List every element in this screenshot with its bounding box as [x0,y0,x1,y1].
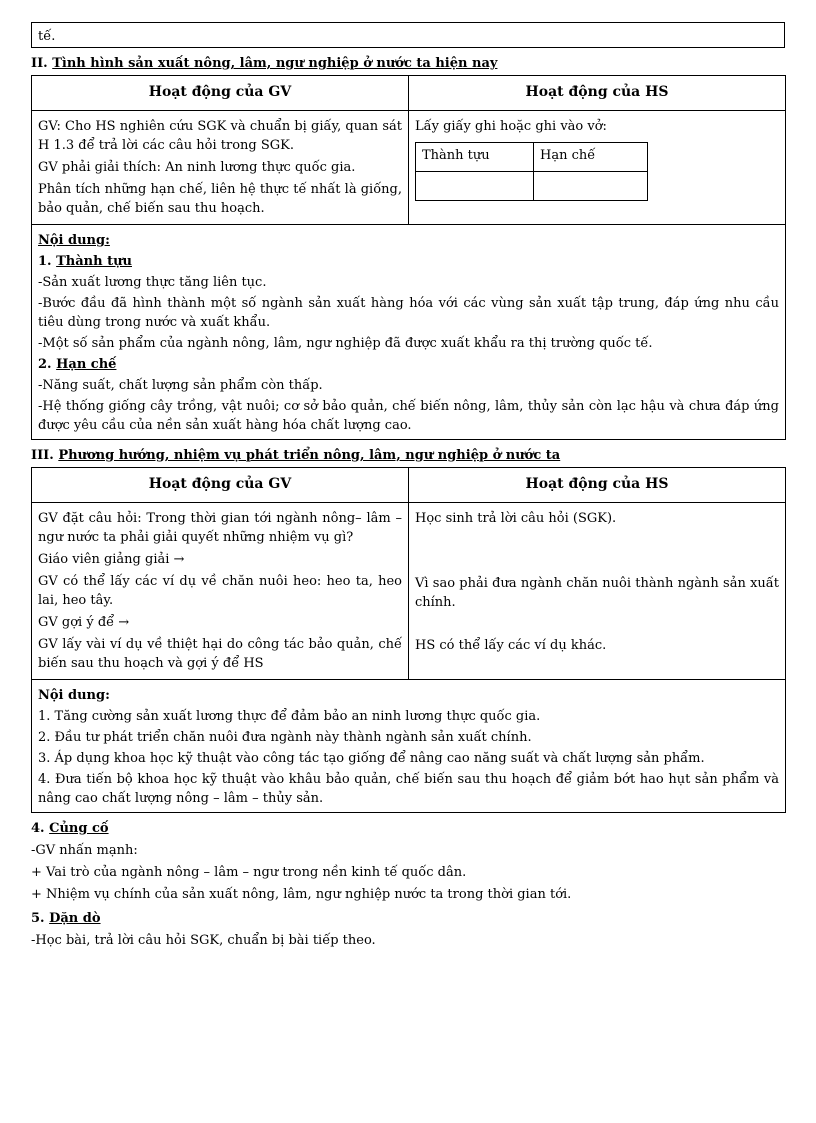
section-3-title-text: Phương hướng, nhiệm vụ phát triển nông, lâm, ngư nghiệp ở nước ta [58,448,561,463]
gv-activity-line: GV có thể lấy các ví dụ về chăn nuôi heo: heo ta, heo lai, heo tây. [38,574,402,608]
gv-activity-cell [32,503,409,680]
gv-activity-header: Hoạt động của GV [32,468,409,503]
content-line: 1. Tăng cường sản xuất lương thực để đảm bảo an ninh lương thực quốc gia. [38,709,541,724]
section-2-title [31,56,785,72]
content-line: 4. Đưa tiến bộ khoa học kỹ thuật vào khâu bảo quản, chế biến sau thu hoạch để giảm bớt hao hụt sản phẩm và nâng cao chất lượng nông – lâm – thủy sản. [38,772,779,806]
achievements-blank-cell [416,172,534,201]
gv-activity-line: GV phải giải thích: An ninh lương thực quốc gia. [38,160,356,175]
hs-activity-cell [409,111,786,225]
content-line: -Sản xuất lương thực tăng liên tục. [38,275,267,290]
limitations-heading [38,355,779,374]
document-page [31,22,785,951]
hs-activity-line: Lấy giấy ghi hoặc ghi vào vở: [415,119,607,134]
content-heading: Nội dung: [38,688,110,703]
consolidation-title: Củng cố [49,821,109,836]
homework-title: Dặn dò [49,911,101,926]
gv-activity-line: GV gợi ý để → [38,615,130,630]
content-line: -Bước đầu đã hình thành một số ngành sản xuất hàng hóa với các vùng sản xuất tập trung, đáp ứng nhu cầu tiêu dùng trong nước và xuất khẩu. [38,296,779,330]
consolidation-line: + Vai trò của ngành nông – lâm – ngư trong nền kinh tế quốc dân. [31,865,467,880]
limitations-number: 2. [38,357,52,372]
gv-activity-line: GV: Cho HS nghiên cứu SGK và chuẩn bị giấy, quan sát H 1.3 để trả lời các câu hỏi trong SGK. [38,119,402,153]
hs-activity-line: Vì sao phải đưa ngành chăn nuôi thành ngành sản xuất chính. [415,576,779,610]
homework-heading [31,909,785,929]
gv-activity-line: GV lấy vài ví dụ về thiệt hại do công tác bảo quản, chế biến sau thu hoạch và gợi ý để HS [38,637,402,671]
homework-section [31,909,785,951]
content-line: -Hệ thống giống cây trồng, vật nuôi; cơ sở bảo quản, chế biến nông, lâm, thủy sản còn lạc hậu và chưa đáp ứng được yêu cầu của nền sản xuất hàng hóa chất lượng cao. [38,399,779,433]
hs-activity-header: Hoạt động của HS [409,76,786,111]
limitations-title: Hạn chế [56,357,117,372]
content-line: 2. Đầu tư phát triển chăn nuôi đưa ngành này thành ngành sản xuất chính. [38,730,532,745]
consolidation-heading [31,819,785,839]
content-heading: Nội dung: [38,233,110,248]
limitations-blank-cell [534,172,648,201]
hs-spacer [415,528,779,574]
gv-activity-line: Giáo viên giảng giải → [38,552,185,567]
section-2-title-text: Tình hình sản xuất nông, lâm, ngư nghiệp ở nước ta hiện nay [52,56,498,71]
section-2-table [31,75,786,440]
gv-activity-line: Phân tích những hạn chế, liên hệ thực tế nhất là giống, bảo quản, chế biến sau thu hoạch. [38,182,402,216]
content-line: 3. Áp dụng khoa học kỹ thuật vào công tác tạo giống để nâng cao năng suất và chất lượng sản phẩm. [38,751,705,766]
gv-activity-line: GV đặt câu hỏi: Trong thời gian tới ngành nông– lâm – ngư nước ta phải giải quyết những nhiệm vụ gì? [38,511,402,545]
continued-text: tế. [38,29,56,44]
achievements-number: 1. [38,254,52,269]
content-line: -Một số sản phẩm của ngành nông, lâm, ngư nghiệp đã được xuất khẩu ra thị trường quốc tế. [38,336,653,351]
gv-activity-cell [32,111,409,225]
homework-number: 5. [31,911,45,926]
content-line: -Năng suất, chất lượng sản phẩm còn thấp. [38,378,323,393]
section-2-content-cell [32,225,786,440]
achievements-title: Thành tựu [56,254,132,269]
consolidation-line: -GV nhấn mạnh: [31,843,138,858]
section-3-content-cell [32,680,786,813]
consolidation-section [31,819,785,905]
continued-text-box [31,22,785,48]
section-2-number: II. [31,56,48,71]
hs-activity-line: Học sinh trả lời câu hỏi (SGK). [415,511,617,526]
consolidation-line: + Nhiệm vụ chính của sản xuất nông, lâm, ngư nghiệp nước ta trong thời gian tới. [31,887,572,902]
achievements-heading [38,252,779,271]
hs-activity-header: Hoạt động của HS [409,468,786,503]
hs-activity-line: HS có thể lấy các ví dụ khác. [415,638,607,653]
gv-activity-header: Hoạt động của GV [32,76,409,111]
hs-spacer [415,612,779,636]
section-3-title [31,448,785,464]
homework-line: -Học bài, trả lời câu hỏi SGK, chuẩn bị bài tiếp theo. [31,933,376,948]
achievements-column-header: Thành tựu [416,143,534,172]
limitations-column-header: Hạn chế [534,143,648,172]
hs-activity-cell [409,503,786,680]
consolidation-number: 4. [31,821,45,836]
achievements-limitations-table [415,142,648,201]
section-3-table [31,467,786,813]
section-3-number: III. [31,448,54,463]
